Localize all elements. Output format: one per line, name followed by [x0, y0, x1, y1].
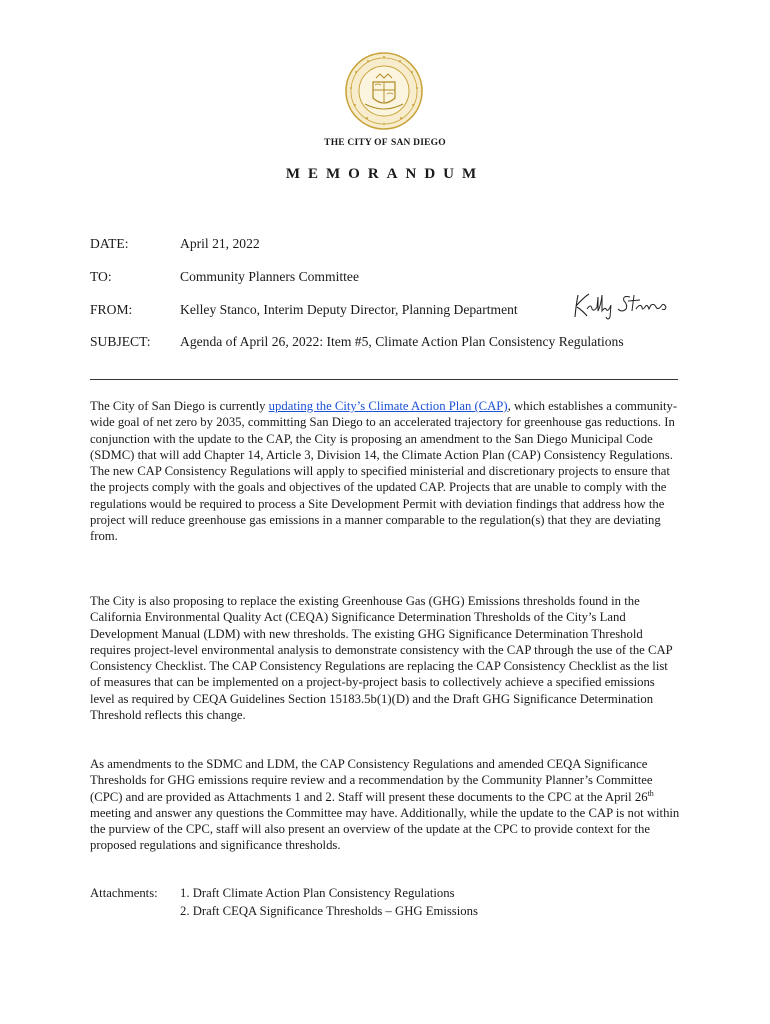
to-value: Community Planners Committee — [180, 269, 359, 284]
subject-label: SUBJECT: — [90, 334, 151, 349]
header-from-row — [90, 302, 518, 318]
attachments-label: Attachments: — [90, 886, 158, 900]
header-to-row — [90, 269, 359, 285]
from-value: Kelley Stanco, Interim Deputy Director, Planning Department — [180, 302, 518, 317]
p1-text-after: , which establishes a community-wide goal of net zero by 2035, committing San Diego to an accelerated trajectory for greenhouse gas reductions. In conjunction with the update to the CAP, the City is proposing an amendment to the San Diego Municipal Code (SDMC) that will add Chapter 14, Article 3, Division 14, the Climate Action Plan (CAP) Consistency Regulations. The new CAP Consistency Regulations will apply to specified ministerial and discretionary projects to ensure that the projects comply with the goals and objectives of the updated CAP. Projects that are unable to comply with the regulations would be required to process a Site Development Permit with deviation findings that address how the project will reduce greenhouse gas emissions in a manner comparable to the regulation(s) that they are deviating from. — [90, 399, 678, 544]
from-label: FROM: — [90, 302, 133, 317]
signature-image — [572, 291, 676, 321]
subject-value: Agenda of April 26, 2022: Item #5, Climate Action Plan Consistency Regulations — [180, 334, 624, 349]
p3-text-before: As amendments to the SDMC and LDM, the CAP Consistency Regulations and amended CEQA Significance Thresholds for GHG emissions require review and a recommendation by the Community Planner’s Committee (CPC) and are provided as Attachments 1 and 2. Staff will present these documents to the CPC at the April 26 — [90, 757, 653, 804]
cap-update-link[interactable]: updating the City’s Climate Action Plan (CAP) — [268, 399, 508, 413]
letterhead-san-diego: SAN DIEGO — [390, 138, 446, 148]
p3-text-after: meeting and answer any questions the Committee may have. Additionally, while the update to the CAP is not within the purview of the CPC, staff will also present an overview of the update at the CPC to provide context for the proposed regulations and significance thresholds. — [90, 805, 680, 853]
attachment-item-2: 2. Draft CEQA Significance Thresholds – GHG Emissions — [180, 904, 478, 918]
letterhead-the-city-of: THE CITY OF — [324, 138, 388, 148]
p1-text-before: The City of San Diego is currently — [90, 399, 269, 413]
to-label: TO: — [90, 269, 112, 284]
date-value: April 21, 2022 — [180, 236, 260, 251]
memo-title: MEMORANDUM — [285, 166, 485, 182]
header-divider — [90, 379, 678, 380]
body-paragraph-1 — [90, 398, 680, 545]
p3-superscript: th — [647, 788, 654, 798]
date-label: DATE: — [90, 236, 129, 251]
header-date-row — [90, 236, 260, 252]
header-subject-row — [90, 334, 624, 350]
body-paragraph-2: The City is also proposing to replace the existing Greenhouse Gas (GHG) Emissions thresholds found in the California Environmental Quality Act (CEQA) Significance Determination Thresholds of the City’s Land Development Manual (LDM) with new thresholds. The existing GHG Significance Determination Threshold requires project-level environmental analysis to demonstrate consistency with the CAP through the use of the CAP Consistency Checklist. The CAP Consistency Regulations are replacing the CAP Consistency Checklist as the list of measures that can be implemented on a project-by-project basis to collectively achieve a specified emissions level as required by CEQA Guidelines Section 15183.5b(1)(D) and the Draft GHG Significance Determination Threshold reflects this change. — [90, 594, 673, 723]
city-seal-logo — [345, 52, 423, 130]
letterhead — [0, 134, 770, 149]
attachment-item-1: 1. Draft Climate Action Plan Consistency Regulations — [180, 886, 455, 900]
body-paragraph-3 — [90, 756, 680, 854]
